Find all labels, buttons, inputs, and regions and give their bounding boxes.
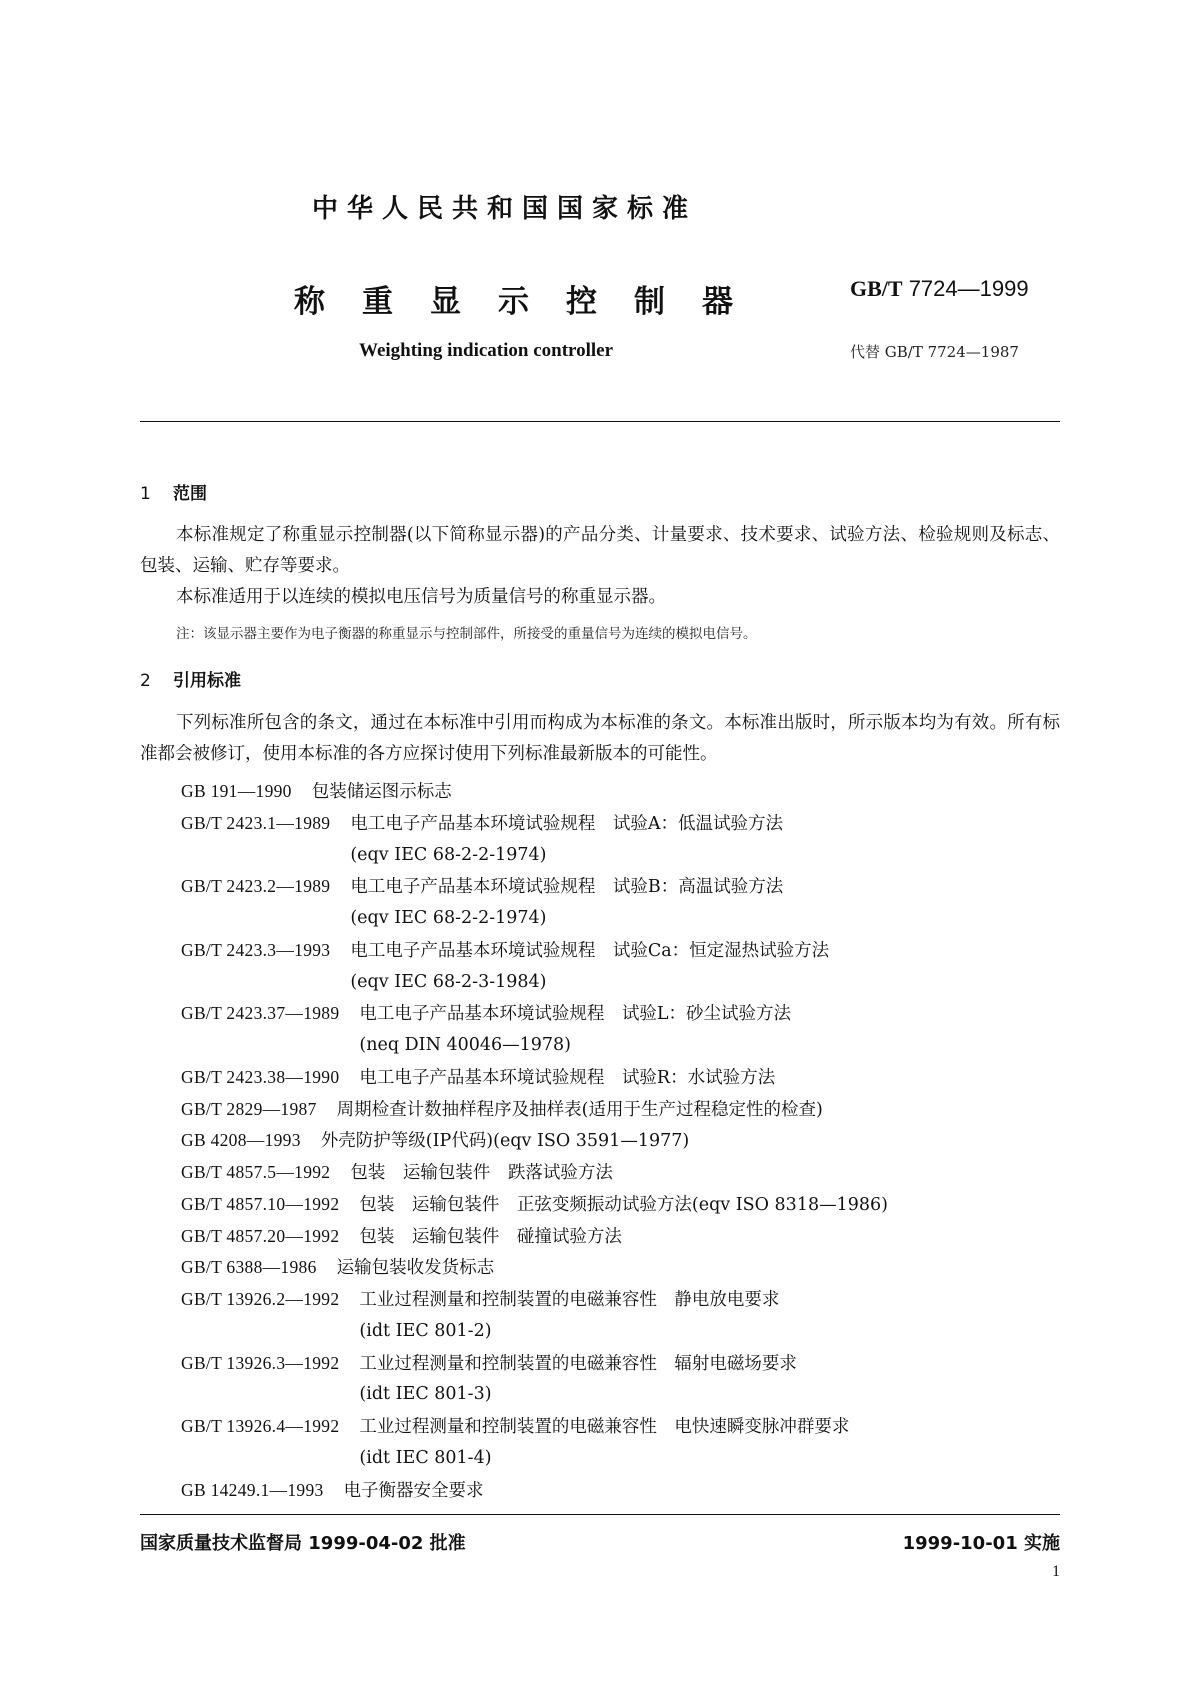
reference-title: 电工电子产品基本环境试验规程 试验R：水试验方法 <box>359 1067 776 1088</box>
standard-number-value: 7724—1999 <box>902 276 1029 301</box>
reference-title: 包装 运输包装件 碰撞试验方法 <box>359 1226 622 1247</box>
reference-code: GB 14249.1—1993 <box>181 1479 324 1500</box>
section-2-intro: 下列标准所包含的条文，通过在本标准中引用而构成为本标准的条文。本标准出版时，所示版本均为有效。所有标准都会被修订，使用本标准的各方应探讨使用下列标准最新版本的可能性。 <box>140 713 1060 764</box>
reference-code: GB/T 13926.3—1992 <box>181 1352 340 1373</box>
reference-item <box>181 776 888 808</box>
english-title: Weighting indication controller <box>359 340 614 361</box>
reference-item <box>181 1221 888 1253</box>
reference-title: 包装 运输包装件 正弦变频振动试验方法(eqv ISO 8318—1986) <box>359 1194 888 1215</box>
reference-code: GB/T 2423.37—1989 <box>181 1003 340 1024</box>
reference-code: GB/T 13926.4—1992 <box>181 1416 340 1436</box>
reference-equivalence-text: (neq DIN 40046—1978) <box>359 1035 571 1055</box>
reference-equivalence <box>181 903 888 935</box>
section-1-heading <box>140 479 207 504</box>
reference-item <box>181 1157 888 1189</box>
referenced-standards-list <box>181 776 888 1506</box>
reference-item <box>181 1284 888 1316</box>
reference-item <box>181 871 888 903</box>
reference-title: 电工电子产品基本环境试验规程 试验Ca：恒定湿热试验方法 <box>350 940 830 961</box>
reference-equivalence-text: (idt IEC 801-4) <box>359 1447 492 1468</box>
section-1-number: 1 <box>140 484 151 504</box>
reference-equivalence-text: (idt IEC 801-3) <box>359 1384 492 1405</box>
reference-title: 包装储运图示标志 <box>311 782 452 802</box>
reference-equivalence <box>181 840 888 872</box>
reference-item <box>181 1252 888 1284</box>
header-divider <box>140 421 1060 422</box>
section-1-paragraph-2: 本标准适用于以连续的模拟电压信号为质量信号的称重显示器。 <box>176 587 666 607</box>
reference-equivalence-text: (idt IEC 801-2) <box>359 1320 492 1341</box>
reference-equivalence <box>181 1379 888 1411</box>
reference-equivalence <box>181 967 888 999</box>
reference-title: 电子衡器安全要求 <box>343 1480 484 1501</box>
reference-item <box>181 1062 888 1094</box>
reference-code: GB/T 6388—1986 <box>181 1257 317 1278</box>
reference-item <box>181 1475 888 1507</box>
reference-title: 电工电子产品基本环境试验规程 试验L：砂尘试验方法 <box>359 1004 792 1025</box>
reference-code: GB/T 2423.38—1990 <box>181 1066 340 1087</box>
section-2-number: 2 <box>140 671 151 691</box>
reference-code: GB/T 4857.20—1992 <box>181 1225 340 1246</box>
reference-item <box>181 1348 888 1380</box>
reference-item <box>181 935 888 967</box>
section-1-title: 范围 <box>173 484 207 504</box>
standard-number <box>850 276 1029 302</box>
reference-code: GB/T 13926.2—1992 <box>181 1289 340 1309</box>
national-standard-title: 中华人民共和国国家标准 <box>312 194 698 224</box>
replaces-standard: 代替 GB/T 7724—1987 <box>850 343 1019 361</box>
section-1-note: 注：该显示器主要作为电子衡器的称重显示与控制部件，所接受的重量信号为连续的模拟电信号。 <box>176 626 757 642</box>
reference-item <box>181 1125 888 1157</box>
reference-item <box>181 1411 888 1443</box>
section-2-title: 引用标准 <box>173 671 241 691</box>
reference-title: 运输包装收发货标志 <box>336 1258 495 1279</box>
section-1-paragraph-1: 本标准规定了称重显示控制器(以下简称显示器)的产品分类、计量要求、技术要求、试验方法、检验规则及标志、包装、运输、贮存等要求。 <box>140 525 1060 576</box>
section-2-heading <box>140 666 241 691</box>
reference-item <box>181 1189 888 1221</box>
reference-title: 工业过程测量和控制装置的电磁兼容性 电快速瞬变脉冲群要求 <box>359 1417 850 1437</box>
reference-equivalence-text: (eqv IEC 68-2-2-1974) <box>350 844 547 865</box>
reference-equivalence <box>181 1030 888 1062</box>
reference-equivalence <box>181 1443 888 1475</box>
reference-code: GB 4208—1993 <box>181 1130 301 1151</box>
page-number: 1 <box>1052 1563 1060 1580</box>
reference-title: 电工电子产品基本环境试验规程 试验B：高温试验方法 <box>350 877 784 898</box>
reference-code: GB/T 2423.2—1989 <box>181 876 331 897</box>
reference-title: 工业过程测量和控制装置的电磁兼容性 辐射电磁场要求 <box>359 1353 797 1374</box>
reference-title: 周期检查计数抽样程序及抽样表(适用于生产过程稳定性的检查) <box>336 1099 823 1120</box>
reference-code: GB/T 2829—1987 <box>181 1098 317 1119</box>
reference-title: 外壳防护等级(IP代码)(eqv ISO 3591—1977) <box>320 1131 690 1152</box>
reference-item <box>181 1094 888 1126</box>
reference-item <box>181 998 888 1030</box>
reference-title: 电工电子产品基本环境试验规程 试验A：低温试验方法 <box>350 813 783 834</box>
reference-code: GB/T 4857.5—1992 <box>181 1162 331 1182</box>
reference-equivalence <box>181 1316 888 1348</box>
standard-prefix: GB/T <box>850 276 903 301</box>
reference-item <box>181 808 888 840</box>
footer-divider <box>140 1514 1060 1515</box>
reference-equivalence-text: (eqv IEC 68-2-2-1974) <box>350 908 547 928</box>
reference-title: 工业过程测量和控制装置的电磁兼容性 静电放电要求 <box>359 1290 780 1310</box>
effective-date: 1999-10-01 实施 <box>902 1533 1060 1554</box>
reference-code: GB 191—1990 <box>181 781 292 801</box>
reference-code: GB/T 2423.3—1993 <box>181 939 331 960</box>
reference-title: 包装 运输包装件 跌落试验方法 <box>350 1163 613 1183</box>
reference-code: GB/T 4857.10—1992 <box>181 1193 340 1214</box>
standard-title: 称重显示控制器 <box>294 284 770 320</box>
approval-line: 国家质量技术监督局 1999-04-02 批准 <box>140 1533 466 1554</box>
reference-equivalence-text: (eqv IEC 68-2-3-1984) <box>350 971 547 992</box>
reference-code: GB/T 2423.1—1989 <box>181 812 331 833</box>
